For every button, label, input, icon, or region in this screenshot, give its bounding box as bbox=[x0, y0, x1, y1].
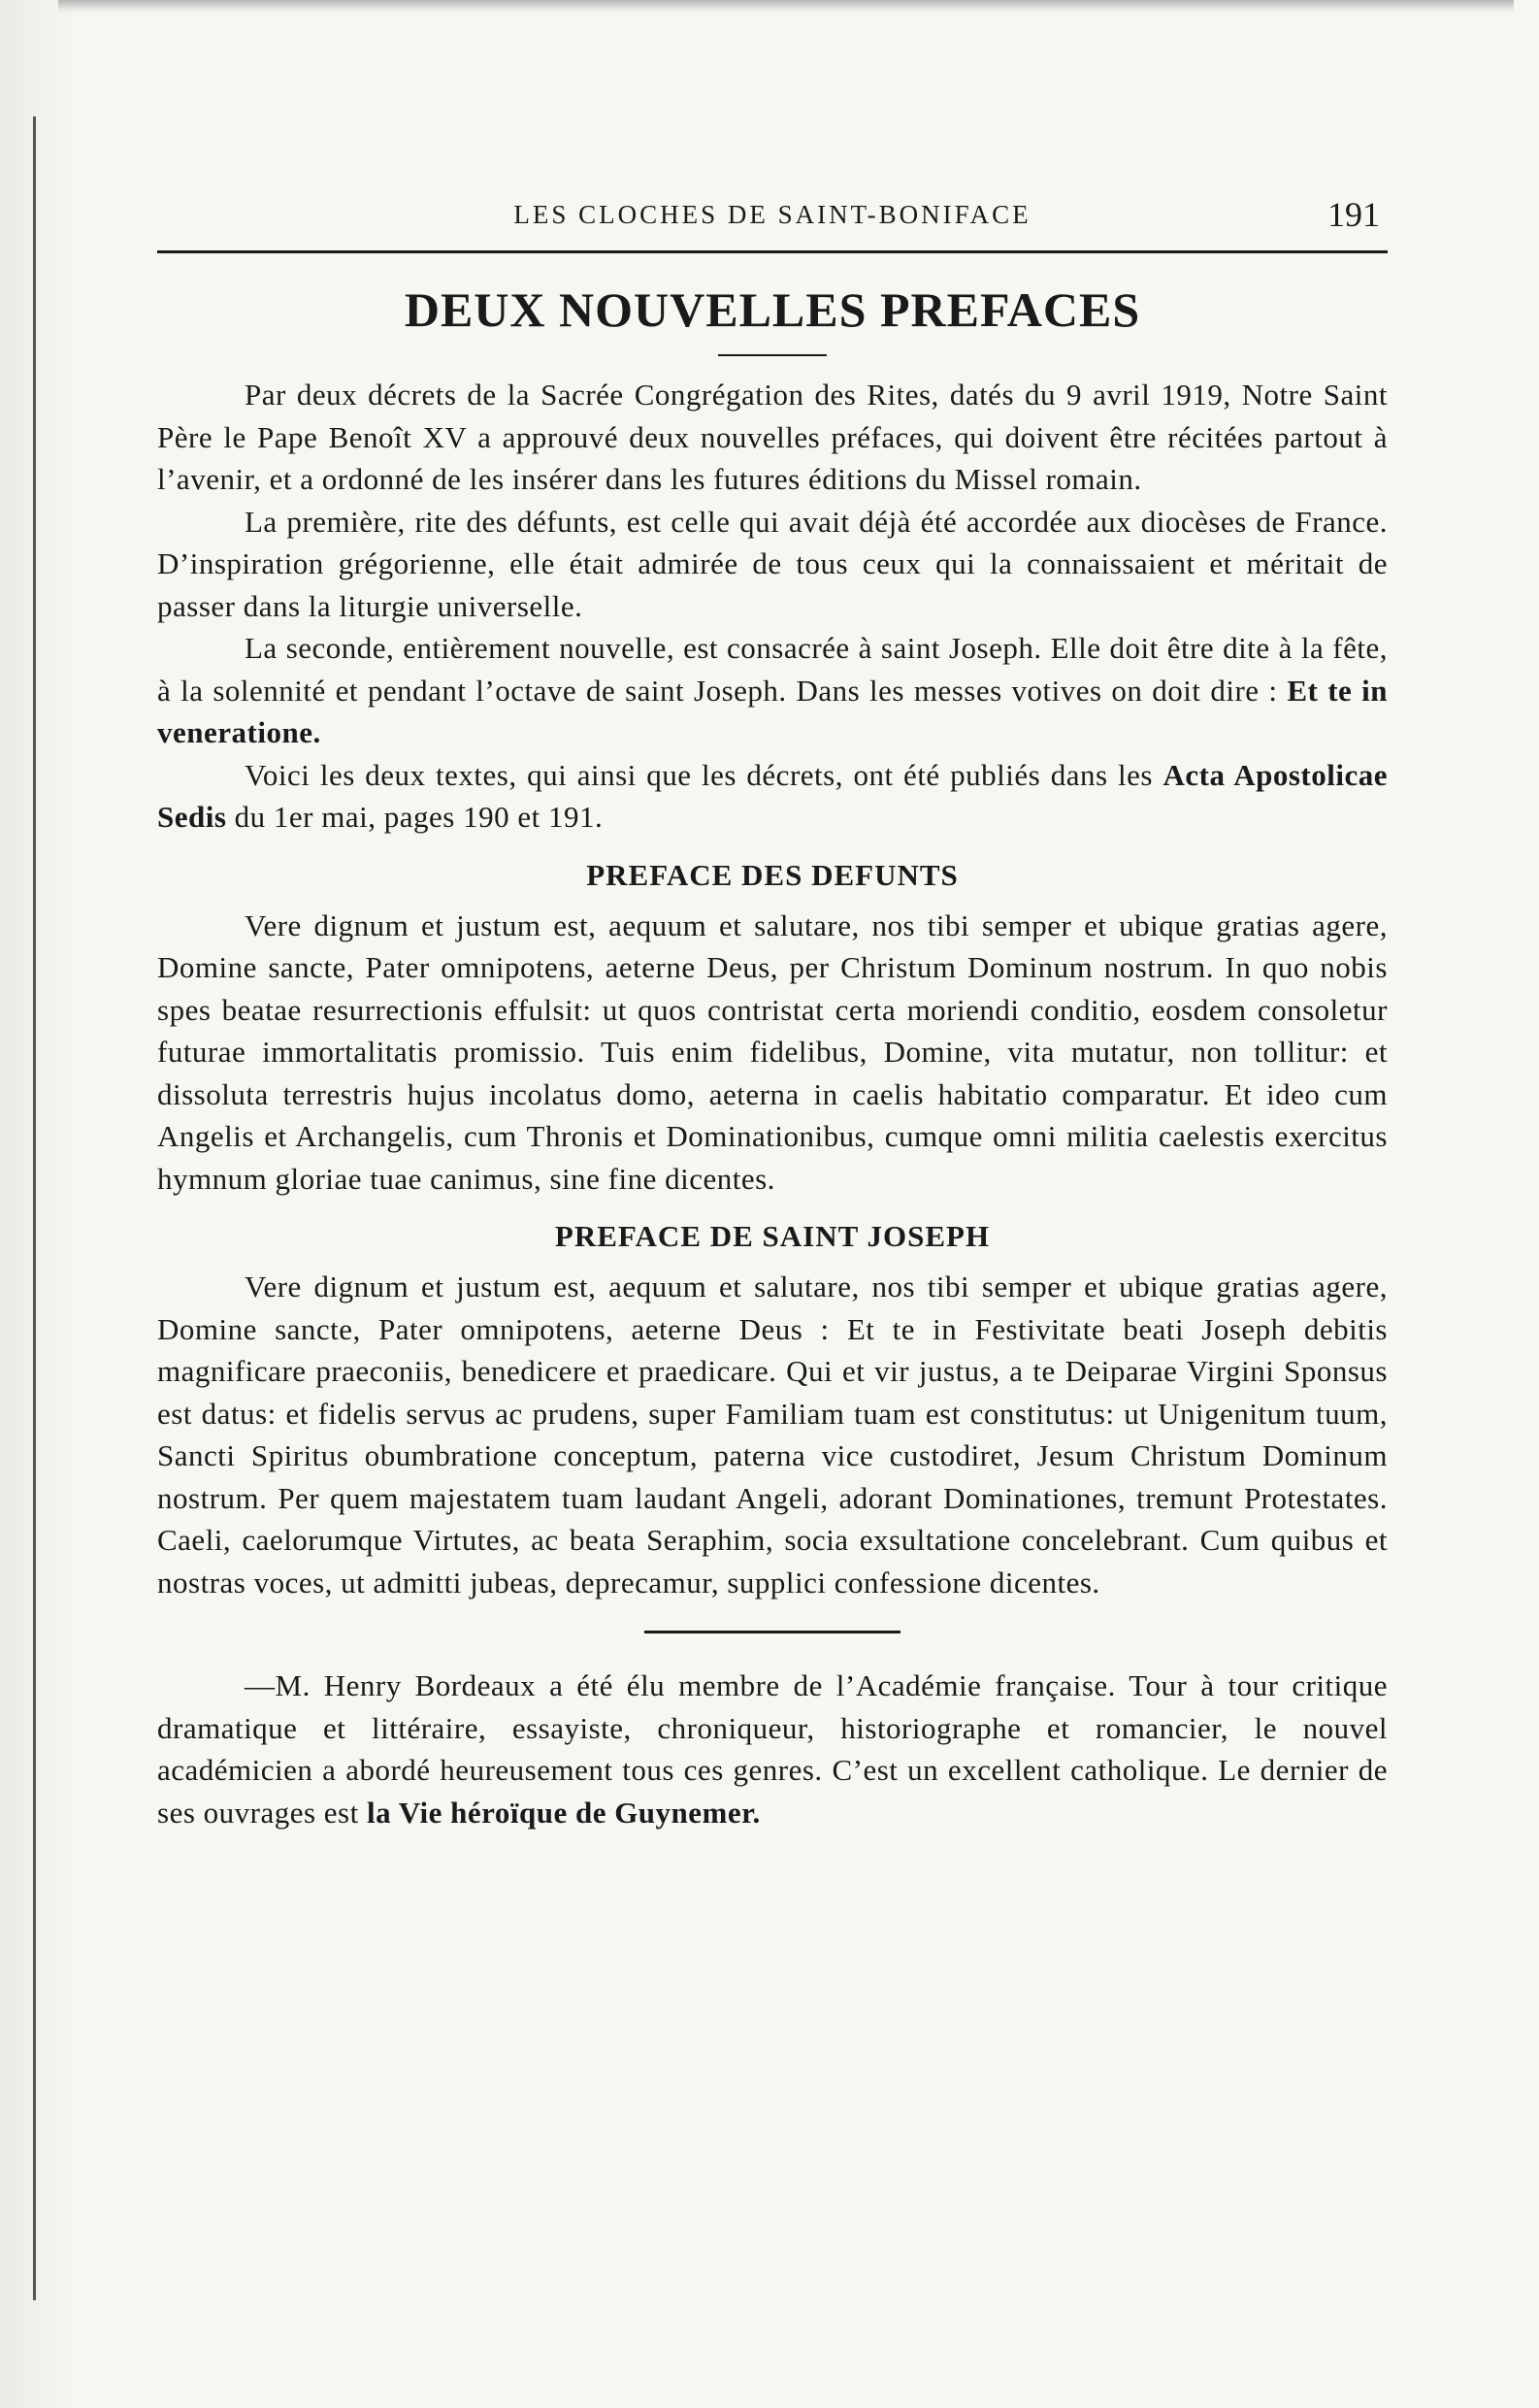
preface-defunts-text: Vere dignum et justum est, aequum et salutare, nos tibi semper et ubique gratias agere, Domine sancte, Pater omnipotens, aeterne Deus, per Christum Dominum nostrum. In quo nobis spes beatae resurrectionis effulsit: ut quos contristat certa moriendi conditio, eosdem consoletur futurae immortalitatis promissio. Tuis enim fidelibus, Domine, vita mutatur, non tollitur: et dissoluta terrestris hujus incolatus domo, aeterna in caelis habitatio comparatur. Et ideo cum Angelis et Archangelis, cum Thronis et Dominationibus, cumque omni militia caelestis exercitus hymnum gloriae tuae canimus, sine fine dicentes. bbox=[157, 907, 1388, 1196]
news-item bbox=[157, 1665, 1388, 1833]
paragraph-text: Voici les deux textes, qui ainsi que les décrets, ont été publiés dans les bbox=[245, 757, 1163, 792]
page-binding-edge bbox=[0, 0, 78, 2408]
scan-top-edge bbox=[58, 0, 1514, 14]
book-page bbox=[157, 194, 1388, 1833]
title-rule bbox=[718, 354, 827, 356]
book-title: la Vie héroïque de Guynemer. bbox=[366, 1795, 761, 1830]
paragraph-decrees: Par deux décrets de la Sacrée Congrégation des Rites, datés du 9 avril 1919, Notre Saint Père le Pape Benoît XV a approuvé deux nouvelles préfaces, qui doivent être récitées partout à l’avenir, et a ordonné de les insérer dans les futures éditions du Missel romain. bbox=[157, 378, 1388, 496]
article-title: DEUX NOUVELLES PREFACES bbox=[404, 282, 1141, 337]
bold-phrase: Et te in veneratione. bbox=[157, 673, 1388, 749]
paragraph-text: du 1er mai, pages 190 et 191. bbox=[226, 800, 604, 834]
running-header bbox=[157, 194, 1388, 239]
preface-saint-joseph-text: Vere dignum et justum est, aequum et salutare, nos tibi semper et ubique gratias agere, Domine sancte, Pater omnipotens, aeterne Deus : Et te in Festivitate beati Joseph debitis magnificare praeconiis, benedicere et praedicare. Qui et vir justus, a te Deiparae Virgini Sponsus est datus: et fidelis servus ac prudens, super Familiam tuam est constitutus: ut Unigenitum tuum, Sancti Spiritus obumbratione conceptum, paterna vice custodiret, Jesum Christum Dominum nostrum. Per quem majestatem tuam laudant Angeli, adorant Dominationes, tremunt Protestates. Caeli, caelorumque Virtutes, ac beata Seraphim, socia exsultatione concelebrant. Cum quibus et nostras voces, ut admitti jubeas, deprecamur, supplici confessione dicentes. bbox=[157, 1270, 1388, 1600]
binding-line bbox=[33, 116, 36, 2300]
running-title: LES CLOCHES DE SAINT-BONIFACE bbox=[513, 200, 1031, 229]
paragraph-text: La seconde, entièrement nouvelle, est consacrée à saint Joseph. Elle doit être dite à la fête, à la solennité et pendant l’octave de saint Joseph. Dans les messes votives on doit dire : bbox=[157, 631, 1388, 708]
paragraph-second-preface bbox=[157, 627, 1388, 754]
news-text: —M. Henry Bordeaux a été élu membre de l’Académie française. Tour à tour critique dramatique et littéraire, essayiste, chroniqueur, historiographe et romancier, le nouvel académicien a abordé heureusement tous ces genres. C’est un excellent catholique. Le dernier de ses ouvrages est bbox=[157, 1668, 1388, 1830]
page-number: 191 bbox=[1327, 195, 1380, 234]
journal-title: Acta Apostolicae Sedis bbox=[157, 757, 1388, 834]
paragraph-first-preface: La première, rite des défunts, est celle qui avait déjà été accordée aux diocèses de France. D’inspiration grégorienne, elle était admirée de tous ceux qui la connaissaient et méritait de passer dans la liturgie universelle. bbox=[157, 504, 1388, 623]
news-paragraph bbox=[157, 1665, 1388, 1833]
section-heading-saint-joseph: PREFACE DE SAINT JOSEPH bbox=[554, 1219, 991, 1253]
section-end-rule bbox=[644, 1631, 900, 1633]
section-heading-defunts: PREFACE DES DEFUNTS bbox=[586, 857, 959, 892]
header-rule bbox=[157, 250, 1388, 253]
paragraph-publication bbox=[157, 754, 1388, 839]
